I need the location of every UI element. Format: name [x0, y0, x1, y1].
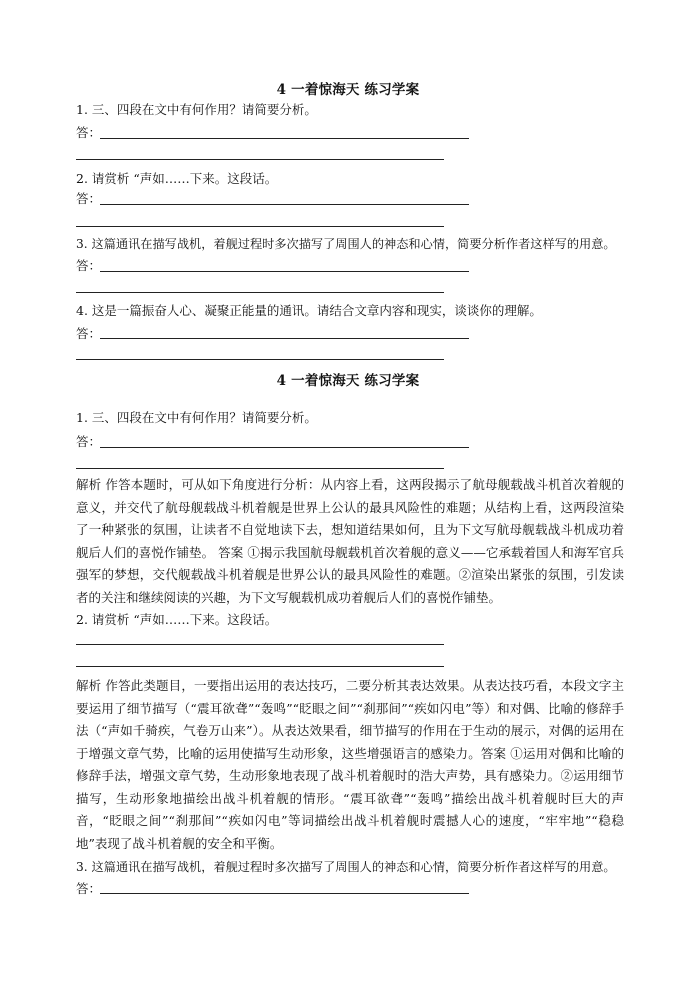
answer-line[interactable] [76, 292, 444, 293]
answer-line[interactable] [76, 468, 444, 469]
analysis-answer-1: 解析 作答本题时，可从如下角度进行分析：从内容上看，这两段揭示了航母舰载战斗机首次着舰的意义，并交代了航母舰载战斗机着舰是世界上公认的最具风险性的难题；从结构上看，这两段渲染了一种紧张的氛围，让读者不自觉地读下去，想知道结果如何，且为下文写航母舰载战斗机成功着舰后人们的喜悦作铺垫。 答案 ①揭示我国航母舰载机首次着舰的意义——它承载着国人和海军官兵强军的梦想，交代舰载战斗机着舰是世界公认的最具风险性的难题。②渲染出紧张的氛围，引发读者的关注和继续阅读的兴趣，为下文写舰载机成功着舰后人们的喜悦作铺垫。 [76, 477, 624, 605]
answer-label: 答： [76, 191, 102, 206]
question-2: 2. 请赏析 “声如……下来。这段话。 [76, 612, 278, 627]
answer-label: 答： [76, 326, 102, 341]
question-1: 1. 三、四段在文中有何作用？请简要分析。 [76, 410, 317, 425]
answer-line[interactable] [76, 226, 444, 227]
answer-line[interactable] [100, 893, 469, 894]
question-4: 4. 这是一篇振奋人心、凝聚正能量的通讯。请结合文章内容和现实，谈谈你的理解。 [76, 303, 542, 318]
answer-line[interactable] [100, 138, 469, 139]
question-3: 3. 这篇通讯在描写战机，着舰过程时多次描写了周围人的神态和心情，简要分析作者这样写的用意。 [76, 860, 616, 874]
worksheet-title: 4 一着惊海天 练习学案 [276, 373, 420, 389]
answer-line[interactable] [76, 644, 444, 645]
answer-label: 答： [76, 125, 102, 140]
answer-line[interactable] [76, 666, 444, 667]
question-1: 1. 三、四段在文中有何作用？请简要分析。 [76, 102, 317, 117]
question-2: 2. 请赏析 “声如……下来。这段话。 [76, 171, 278, 186]
worksheet-title: 4 一着惊海天 练习学案 [276, 82, 420, 98]
answer-label: 答： [76, 258, 102, 273]
question-3: 3. 这篇通讯在描写战机，着舰过程时多次描写了周围人的神态和心情，简要分析作者这样写的用意。 [76, 237, 616, 251]
answer-line[interactable] [76, 359, 444, 360]
answer-line[interactable] [100, 338, 469, 339]
answer-label: 答： [76, 434, 102, 449]
answer-line[interactable] [100, 204, 469, 205]
answer-line[interactable] [100, 271, 469, 272]
answer-label: 答： [76, 881, 102, 896]
analysis-answer-2: 解析 作答此类题目，一要指出运用的表达技巧，二要分析其表达效果。从表达技巧看，本段文字主要运用了细节描写（“震耳欲聋”“轰鸣”“眨眼之间”“刹那间”“疾如闪电”等）和对偶、比喻的修辞手法（“声如千骑疾，气卷万山来”）。从表达效果看，细节描写的作用在于生动的展示，对偶的运用在于增强文章气势，比喻的运用使描写生动形象，这些增强语言的感染力。答案 ①运用对偶和比喻的修辞手法，增强文章气势，生动形象地表现了战斗机着舰时的浩大声势，具有感染力。②运用细节描写，生动形象地描绘出战斗机着舰的情形。“震耳欲聋”“轰鸣”描绘出战斗机着舰时巨大的声音，“眨眼之间”“刹那间”“疾如闪电”等词描绘出战斗机着舰时震撼人心的速度，“牢牢地”“稳稳地”表现了战斗机着舰的安全和平衡。 [76, 678, 624, 851]
answer-line[interactable] [100, 447, 469, 448]
answer-line[interactable] [76, 159, 444, 160]
